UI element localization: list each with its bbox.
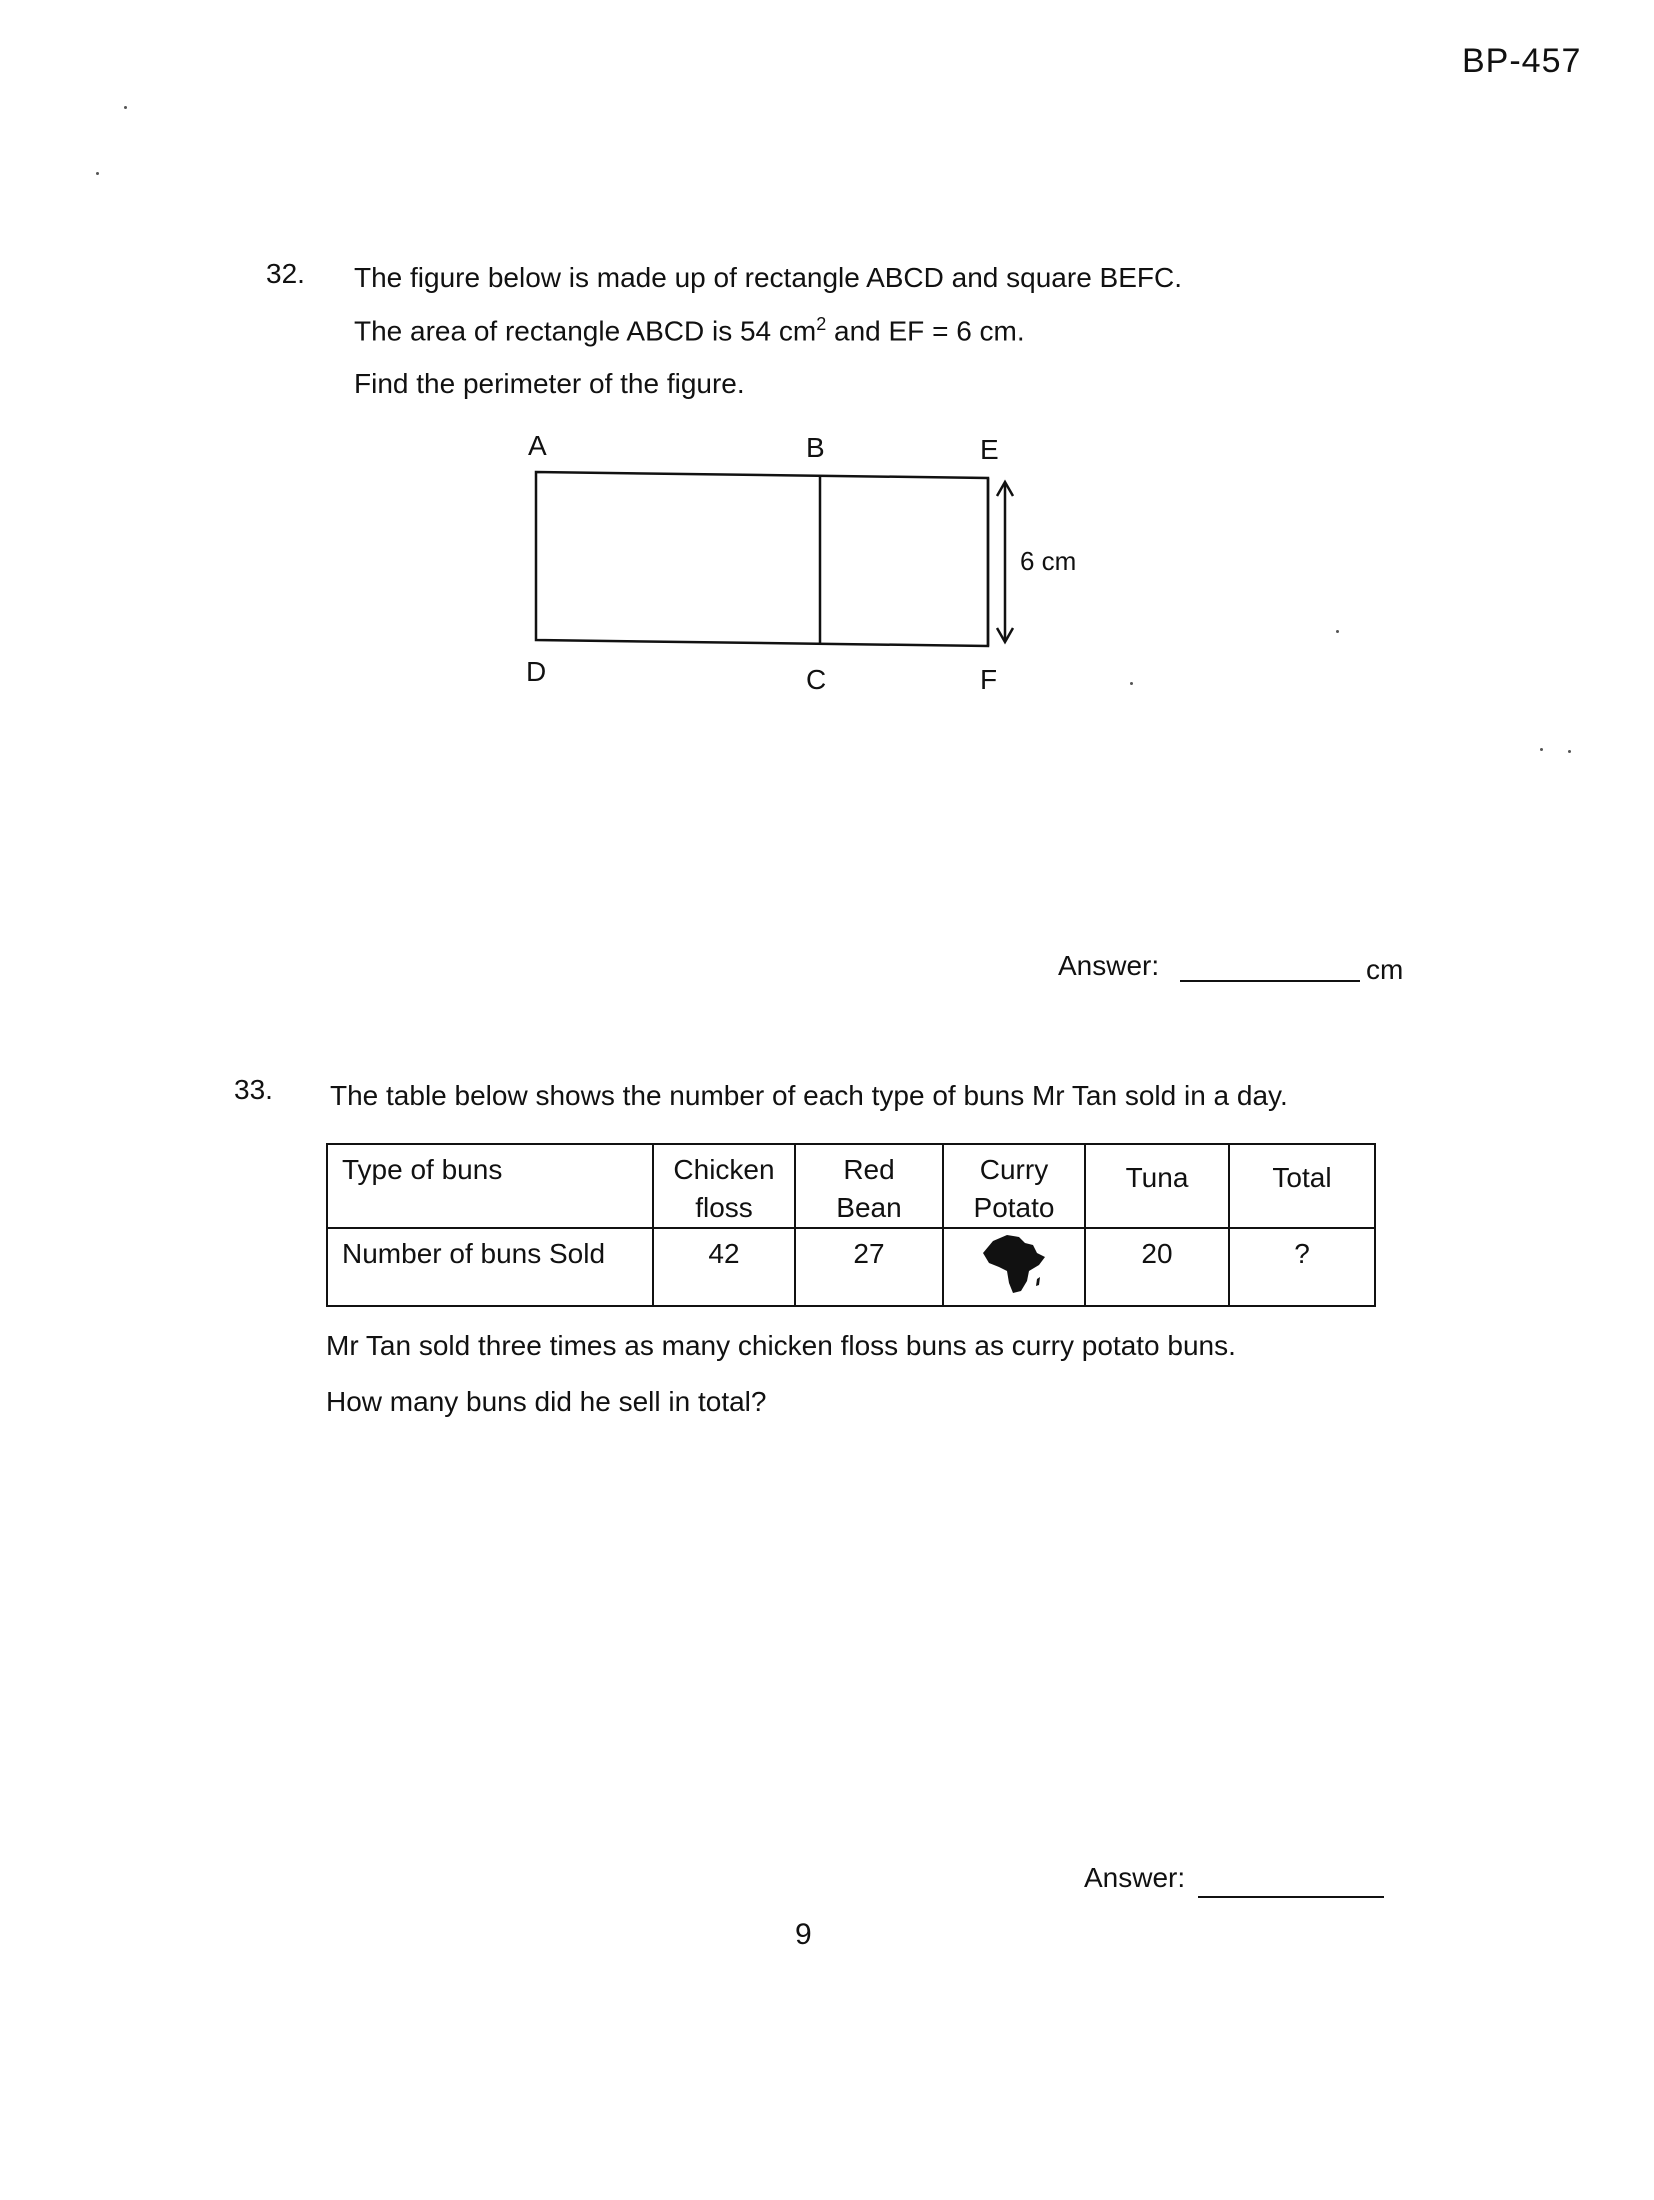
vertex-label-c: C [806,664,827,695]
area-text: The area of rectangle ABCD is 54 cm [354,315,817,347]
scan-speck [1336,630,1339,633]
table-row [327,1228,1375,1306]
rectangle-outline [536,472,988,646]
question-number: 32. [266,258,305,289]
scan-speck [1568,750,1571,753]
vertex-label-b: B [806,432,825,463]
superscript: 2 [816,314,827,334]
area-text-end: and EF = 6 cm. [826,315,1025,347]
buns-table [326,1143,1376,1307]
question-text-line: The table below shows the number of each type of buns Mr Tan sold in a day. [330,1080,1288,1111]
column-header: Tuna [1085,1144,1229,1228]
answer-blank[interactable] [1198,1896,1384,1898]
table-row [327,1144,1375,1228]
table-cell-curry-potato [943,1228,1085,1306]
dimension-label: 6 cm [1020,546,1077,576]
row-header-type: Type of buns [327,1144,653,1228]
column-header: Curry Potato [943,1144,1085,1228]
table-cell: ? [1229,1228,1375,1306]
vertex-label-a: A [528,430,547,461]
question-text-line: Find the perimeter of the figure. [354,368,745,399]
answer-label: Answer: [1058,950,1160,981]
row-header-sold: Number of buns Sold [327,1228,653,1306]
column-header: Total [1229,1144,1375,1228]
africa-map-icon [979,1231,1049,1295]
page-code: BP-457 [1462,42,1582,80]
question-text-line: Mr Tan sold three times as many chicken floss buns as curry potato buns. [326,1330,1236,1361]
question-text-line [354,314,1025,347]
answer-unit: cm [1366,954,1404,985]
table-cell: 42 [653,1228,795,1306]
column-header: Red Bean [795,1144,943,1228]
page-number: 9 [795,1918,812,1951]
question-number: 33. [234,1074,273,1105]
scan-speck [1540,748,1543,751]
answer-blank[interactable] [1180,980,1360,982]
answer-label: Answer: [1084,1862,1186,1893]
vertex-label-d: D [526,656,547,687]
question-text-line: How many buns did he sell in total? [326,1386,767,1417]
table-cell: 27 [795,1228,943,1306]
table-cell: 20 [1085,1228,1229,1306]
question-text-line: The figure below is made up of rectangle ABCD and square BEFC. [354,262,1182,293]
geometry-figure [520,460,1100,670]
column-header: Chicken floss [653,1144,795,1228]
scan-speck [96,172,99,175]
scan-speck [1130,682,1133,685]
vertex-label-e: E [980,434,999,465]
scan-speck [124,106,127,109]
vertex-label-f: F [980,664,998,695]
